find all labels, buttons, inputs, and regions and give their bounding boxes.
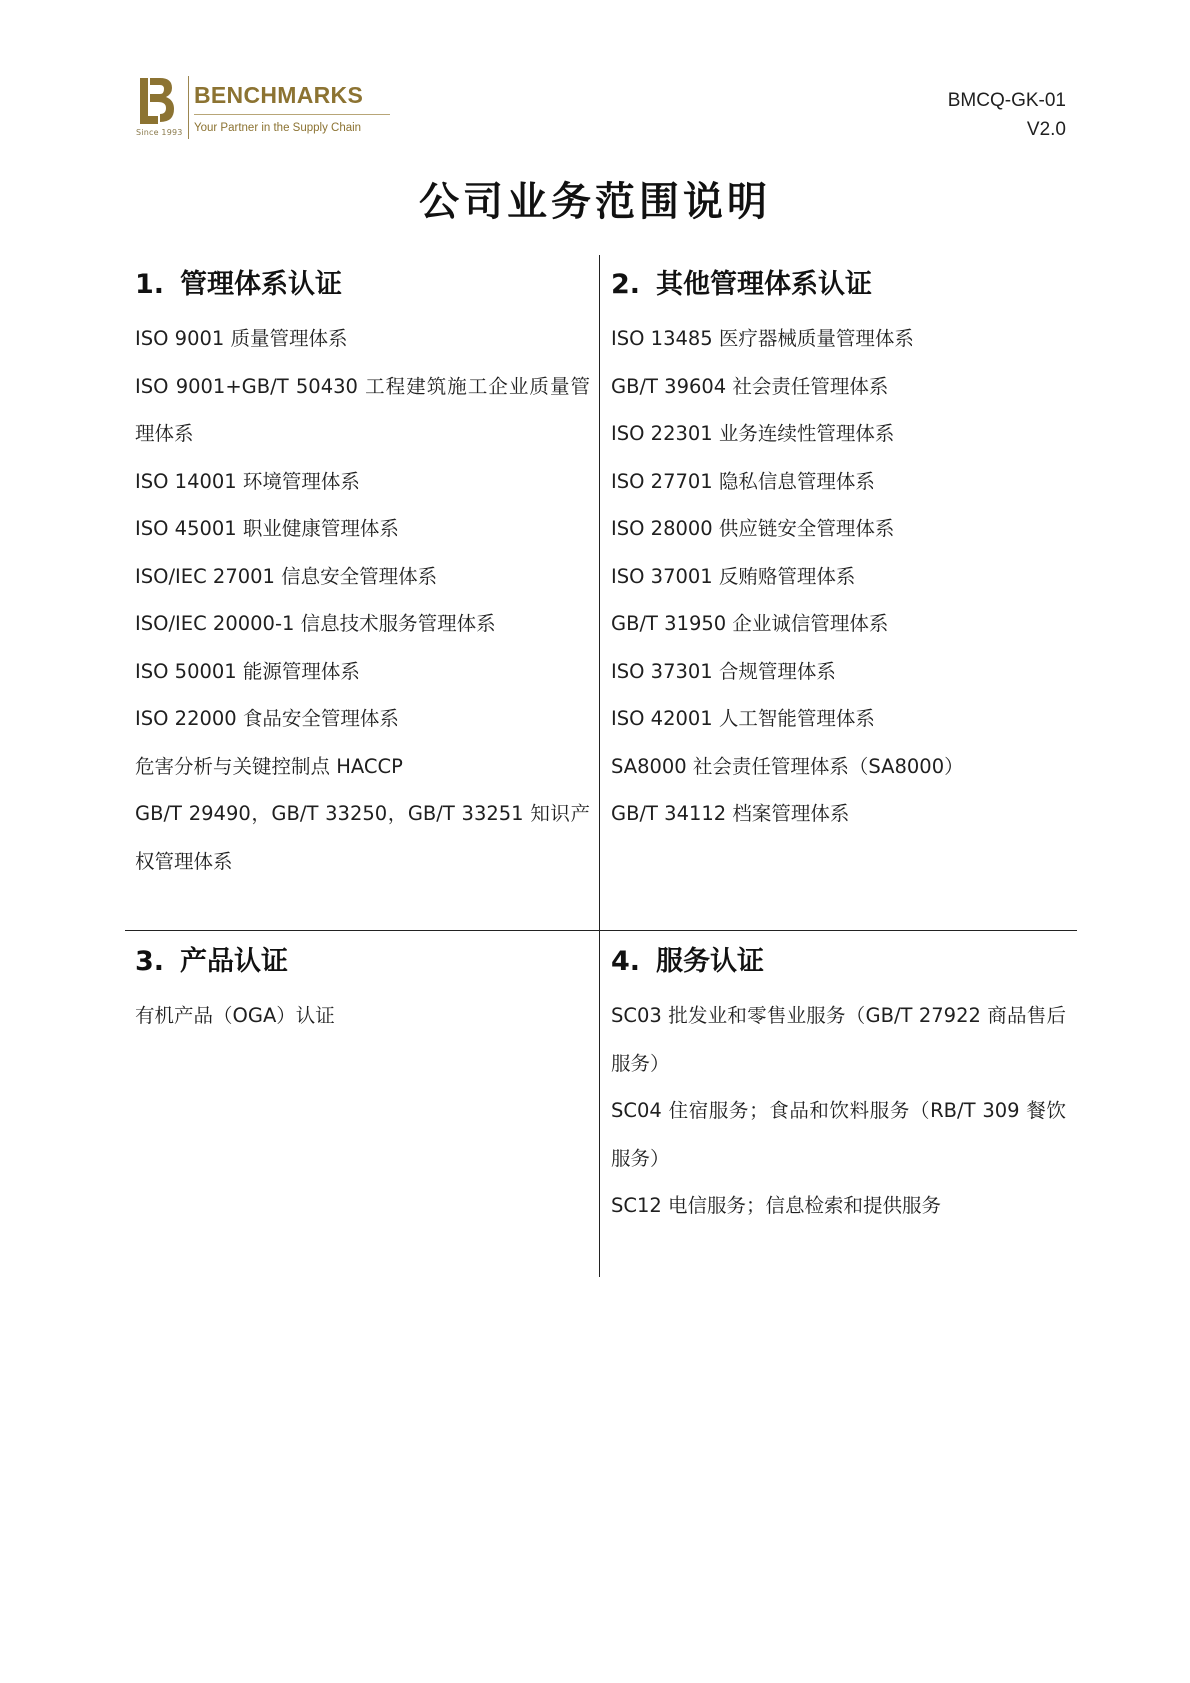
list-item: ISO 9001+GB/T 50430 工程建筑施工企业质量管理体系 [135, 374, 590, 445]
logo-divider [188, 76, 189, 139]
list-item: GB/T 29490，GB/T 33250，GB/T 33251 知识产权管理体系 [135, 802, 590, 873]
document-code-block [948, 86, 1066, 144]
horizontal-divider [125, 930, 1077, 931]
list-item: ISO 45001 职业健康管理体系 [135, 517, 399, 540]
item-list [611, 315, 1066, 838]
benchmarks-logo-icon [136, 76, 176, 124]
section-product-certification [135, 942, 590, 1040]
section-title [135, 265, 590, 305]
logo-since: Since 1993 [136, 128, 183, 137]
list-item: ISO 37001 反贿赂管理体系 [611, 564, 856, 588]
list-item: ISO/IEC 27001 信息安全管理体系 [135, 564, 438, 588]
section-number: 3. [135, 946, 165, 977]
list-item: ISO 27701 隐私信息管理体系 [611, 469, 875, 493]
list-item: SC03 批发业和零售业服务（GB/T 27922 商品售后服务） [611, 1004, 1066, 1075]
item-list [611, 992, 1066, 1230]
list-item: ISO 37301 合规管理体系 [611, 659, 836, 683]
logo-brand: BENCHMARKS [194, 82, 364, 108]
section-other-management-system [611, 265, 1066, 838]
section-number: 2. [611, 269, 641, 300]
list-item: 有机产品（OGA）认证 [135, 1004, 335, 1027]
list-item: 危害分析与关键控制点 HACCP [135, 754, 403, 778]
list-item: GB/T 31950 企业诚信管理体系 [611, 612, 889, 635]
item-list [135, 315, 590, 885]
list-item: ISO 50001 能源管理体系 [135, 659, 360, 683]
section-title [611, 942, 1066, 982]
list-item: ISO 13485 医疗器械质量管理体系 [611, 327, 914, 350]
section-title-text: 管理体系认证 [180, 269, 343, 300]
section-title-text: 服务认证 [656, 946, 765, 977]
list-item: SA8000 社会责任管理体系（SA8000） [611, 754, 964, 778]
section-title [611, 265, 1066, 305]
company-logo [136, 76, 396, 140]
list-item: ISO 9001 质量管理体系 [135, 327, 348, 350]
logo-rule [194, 114, 390, 115]
list-item: ISO 28000 供应链安全管理体系 [611, 517, 895, 540]
list-item: SC12 电信服务；信息检索和提供服务 [611, 1194, 942, 1217]
section-title [135, 942, 590, 982]
section-number: 4. [611, 946, 641, 977]
section-service-certification [611, 942, 1066, 1230]
section-title-text: 产品认证 [180, 946, 289, 977]
list-item: ISO 22301 业务连续性管理体系 [611, 422, 895, 445]
list-item: GB/T 39604 社会责任管理体系 [611, 374, 889, 398]
page-title: 公司业务范围说明 [419, 179, 771, 225]
list-item: ISO 42001 人工智能管理体系 [611, 707, 875, 730]
document-code: BMCQ-GK-01 [947, 90, 1066, 111]
vertical-divider [599, 255, 600, 1277]
list-item: ISO/IEC 20000-1 信息技术服务管理体系 [135, 612, 496, 635]
section-management-system [135, 265, 590, 885]
section-title-text: 其他管理体系认证 [656, 269, 873, 300]
list-item: ISO 22000 食品安全管理体系 [135, 707, 399, 730]
section-number: 1. [135, 269, 165, 300]
list-item: SC04 住宿服务；食品和饮料服务（RB/T 309 餐饮服务） [611, 1099, 1066, 1170]
list-item: GB/T 34112 档案管理体系 [611, 802, 850, 825]
item-list [135, 992, 590, 1040]
list-item: ISO 14001 环境管理体系 [135, 469, 360, 493]
logo-tagline: Your Partner in the Supply Chain [194, 122, 362, 134]
document-version: V2.0 [1026, 119, 1066, 140]
